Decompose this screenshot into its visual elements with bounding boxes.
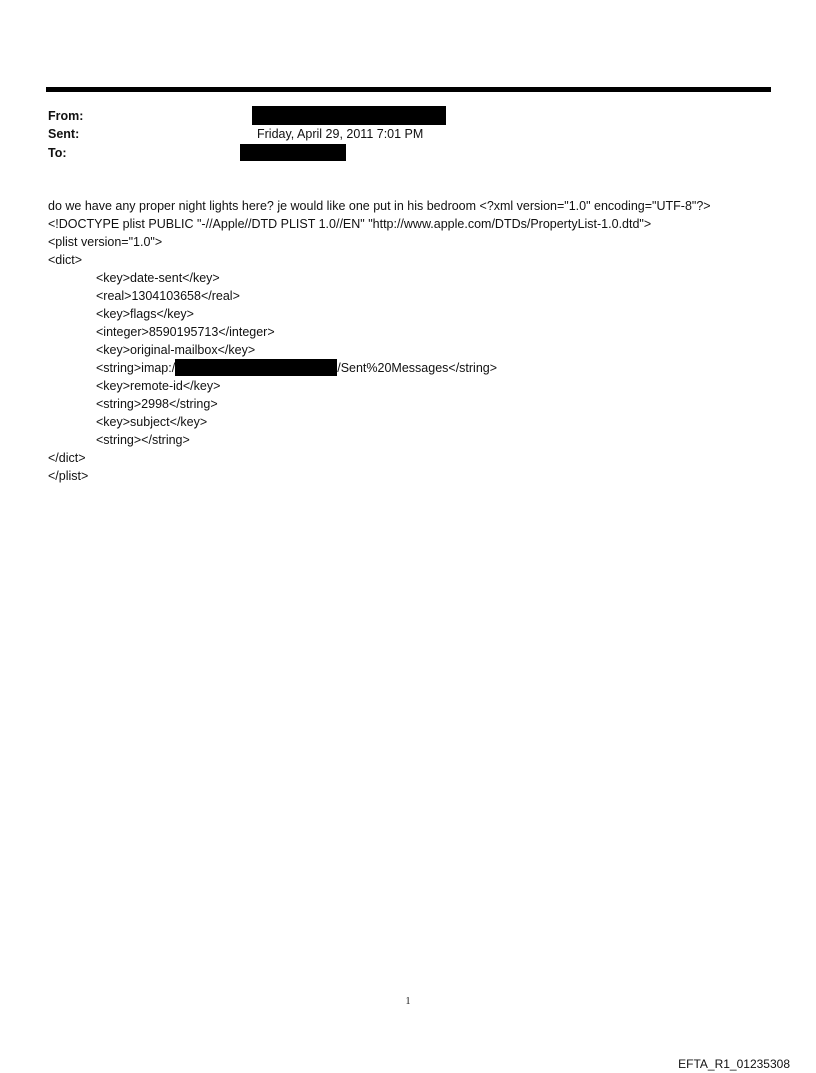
email-body — [48, 197, 788, 485]
imap-redaction — [175, 359, 337, 376]
body-line: </dict> — [48, 451, 86, 465]
to-redaction — [240, 144, 346, 161]
body-line: <key>subject</key> — [96, 415, 208, 429]
header-rule — [46, 87, 771, 92]
body-line — [48, 359, 788, 377]
imap-prefix: <string>imap:/ — [96, 361, 176, 375]
body-line: <!DOCTYPE plist PUBLIC "-//Apple//DTD PLIST 1.0//EN" "http://www.apple.com/DTDs/PropertyList-1.0.dtd"> — [48, 217, 652, 231]
from-label: From: — [48, 109, 84, 123]
body-line: <string>2998</string> — [96, 397, 218, 411]
body-line: <key>flags</key> — [96, 307, 194, 321]
imap-suffix: /Sent%20Messages</string> — [337, 361, 498, 375]
body-line: <key>remote-id</key> — [96, 379, 221, 393]
to-label: To: — [48, 146, 67, 160]
sent-value: Friday, April 29, 2011 7:01 PM — [257, 127, 424, 141]
from-redaction — [252, 106, 446, 125]
body-line: <plist version="1.0"> — [48, 235, 163, 249]
document-id: EFTA_R1_01235308 — [678, 1057, 790, 1071]
body-line: <dict> — [48, 253, 83, 267]
body-line: <key>date-sent</key> — [96, 271, 220, 285]
body-line: <key>original-mailbox</key> — [96, 343, 256, 357]
body-line: <integer>8590195713</integer> — [96, 325, 275, 339]
sent-label: Sent: — [48, 127, 80, 141]
body-line: </plist> — [48, 469, 89, 483]
body-line: <string></string> — [96, 433, 190, 447]
body-line: do we have any proper night lights here? je would like one put in his bedroom <?xml version="1.0" encoding="UTF-8"?> — [48, 199, 711, 213]
page-number: 1 — [405, 996, 411, 1007]
body-line: <real>1304103658</real> — [96, 289, 240, 303]
